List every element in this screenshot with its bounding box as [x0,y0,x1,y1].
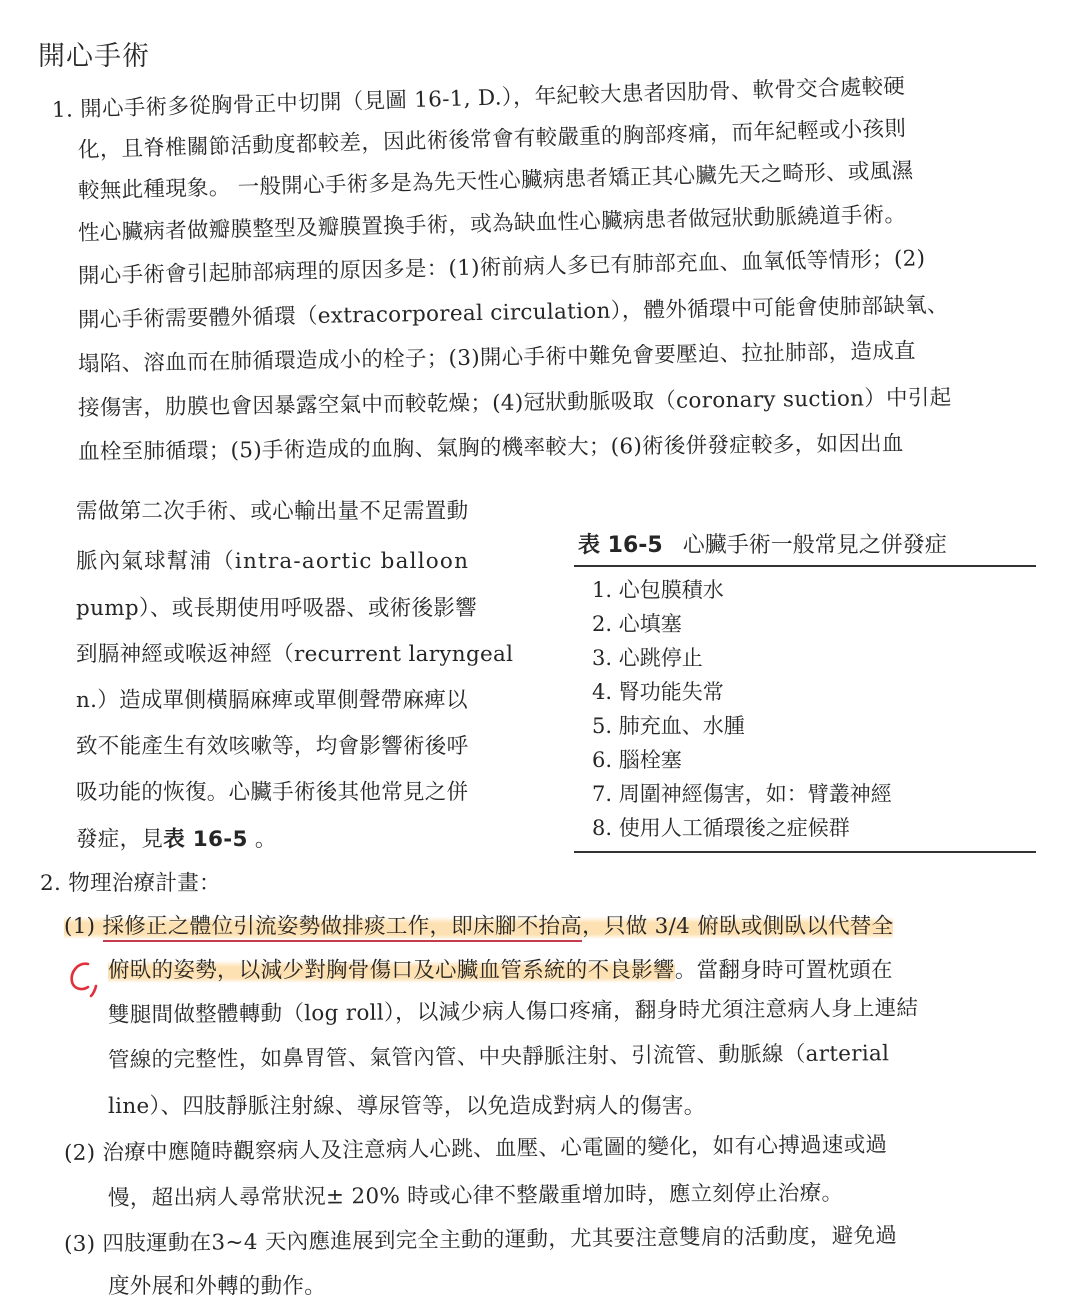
table-list [574,573,1036,845]
paragraph-line: 血栓至肺循環；(5)手術造成的血胸、氣胸的機率較大；(6)術後併發症較多，如因出血 [77,431,904,465]
highlighted-text: ，只做 3/4 俯臥或側臥以代替全 [582,914,894,939]
item-1-line [108,956,893,986]
table-bottom-rule [574,851,1036,853]
handwritten-c-mark [64,958,108,998]
list-item: 2. 心填塞 [592,612,682,636]
list-item: 3. 心跳停止 [592,646,703,670]
paragraph-line [76,825,277,855]
item-3-line: 度外展和外轉的動作。 [108,1274,327,1299]
table-label: 表 16-5 [578,533,663,558]
underlined-text: 採修正之體位引流姿勢做排痰工作，即床腳不抬高 [103,914,583,942]
paragraph-line: 性心臟病者做瓣膜整型及瓣膜置換手術，或為缺血性心臟病患者做冠狀動脈繞道手術。 [77,202,907,246]
paragraph-line: 化，且脊椎關節活動度都較差，因此術後常會有較嚴重的胸部疼痛，而年紀輕或小孩則 [77,116,907,163]
table-reference: 表 16-5 [163,827,248,852]
paragraph-line: pump）、或長期使用呼吸器、或術後影響 [76,596,478,621]
item-number: (2) [63,1140,96,1166]
paragraph-line: 需做第二次手術、或心輸出量不足需置動 [76,499,469,524]
list-item: 4. 腎功能失常 [592,680,724,704]
list-item: 6. 腦栓塞 [592,748,682,772]
section-title: 開心手術 [38,41,150,72]
list-item: 1. 心包膜積水 [592,578,724,602]
item-3-line [64,1221,897,1260]
list-item: 5. 肺充血、水腫 [592,714,745,738]
list-item: 7. 周圍神經傷害，如：臂叢神經 [592,782,892,806]
paragraph-text: 治療中應隨時觀察病人及注意病人心跳、血壓、心電圖的變化，如有心搏過速或過 [102,1132,888,1166]
paragraph-line: 致不能產生有效咳嗽等，均會影響術後呼 [76,734,469,759]
item-1-line: 雙腿間做整體轉動（log roll），以減少病人傷口疼痛，翻身時尤須注意病人身上連結 [107,995,919,1028]
item-2-line: 慢，超出病人尋常狀況± 20% 時或心律不整嚴重增加時，應立刻停止治療。 [107,1180,844,1211]
paragraph-text: 發症，見 [76,827,164,852]
item-1-line: line）、四肢靜脈注射線、導尿管等，以免造成對病人的傷害。 [108,1094,706,1119]
paragraph-line: 開心手術需要體外循環（extracorporeal circulation），體外循環中可能會使肺部缺氧、 [77,292,949,333]
paragraph-line: 1. 開心手術多從胸骨正中切開（見圖 16-1, D.），年紀較大患者因肋骨、軟骨交合處較硬 [51,74,906,123]
table-16-5 [574,528,1036,853]
paragraph-text: 四肢運動在3~4 天內應進展到完全主動的運動，尤其要注意雙肩的活動度，避免過 [102,1223,898,1257]
paragraph-line: 較無此種現象。 一般開心手術多是為先天性心臟病患者矯正其心臟先天之畸形、或風濕 [77,158,914,204]
paragraph-line: 接傷害，肋膜也會因暴露空氣中而較乾燥；(4)冠狀動脈吸取（coronary suction）中引起 [77,385,952,421]
paragraph-text: 。 [247,827,277,852]
item-1-line: 管線的完整性，如鼻胃管、氣管內管、中央靜脈注射、引流管、動脈線（arterial [107,1041,890,1073]
list-item: 8. 使用人工循環後之症候群 [592,816,850,840]
table-caption: 心臟手術一般常見之併發症 [682,533,947,558]
plan-heading: 2. 物理治療計畫： [40,871,221,896]
paragraph-line: 吸功能的恢復。心臟手術後其他常見之併 [76,780,469,805]
item-number: (1) [64,914,96,939]
paragraph-line: 塌陷、溶血而在肺循環造成小的栓子；(3)開心手術中難免會要壓迫、拉扯肺部，造成直 [77,338,917,377]
item-1-line [64,912,893,942]
paragraph-line: 脈內氣球幫浦（intra-aortic balloon [76,549,470,574]
table-title [574,528,1036,567]
item-number: (3) [63,1231,96,1257]
item-2-line [64,1130,888,1169]
handwritten-annotation [64,958,108,998]
paragraph-line: 開心手術會引起肺部病理的原因多是：(1)術前病人多已有肺部充血、血氧低等情形；(2) [77,246,926,289]
highlighted-text: 俯臥的姿勢，以減少對胸骨傷口及心臟血管系統的不良影響 [108,958,675,983]
paragraph-line: n.）造成單側橫膈麻痺或單側聲帶麻痺以 [76,688,468,713]
paragraph-text: 。當翻身時可置枕頭在 [674,958,893,983]
paragraph-line: 到膈神經或喉返神經（recurrent laryngeal [76,642,514,667]
